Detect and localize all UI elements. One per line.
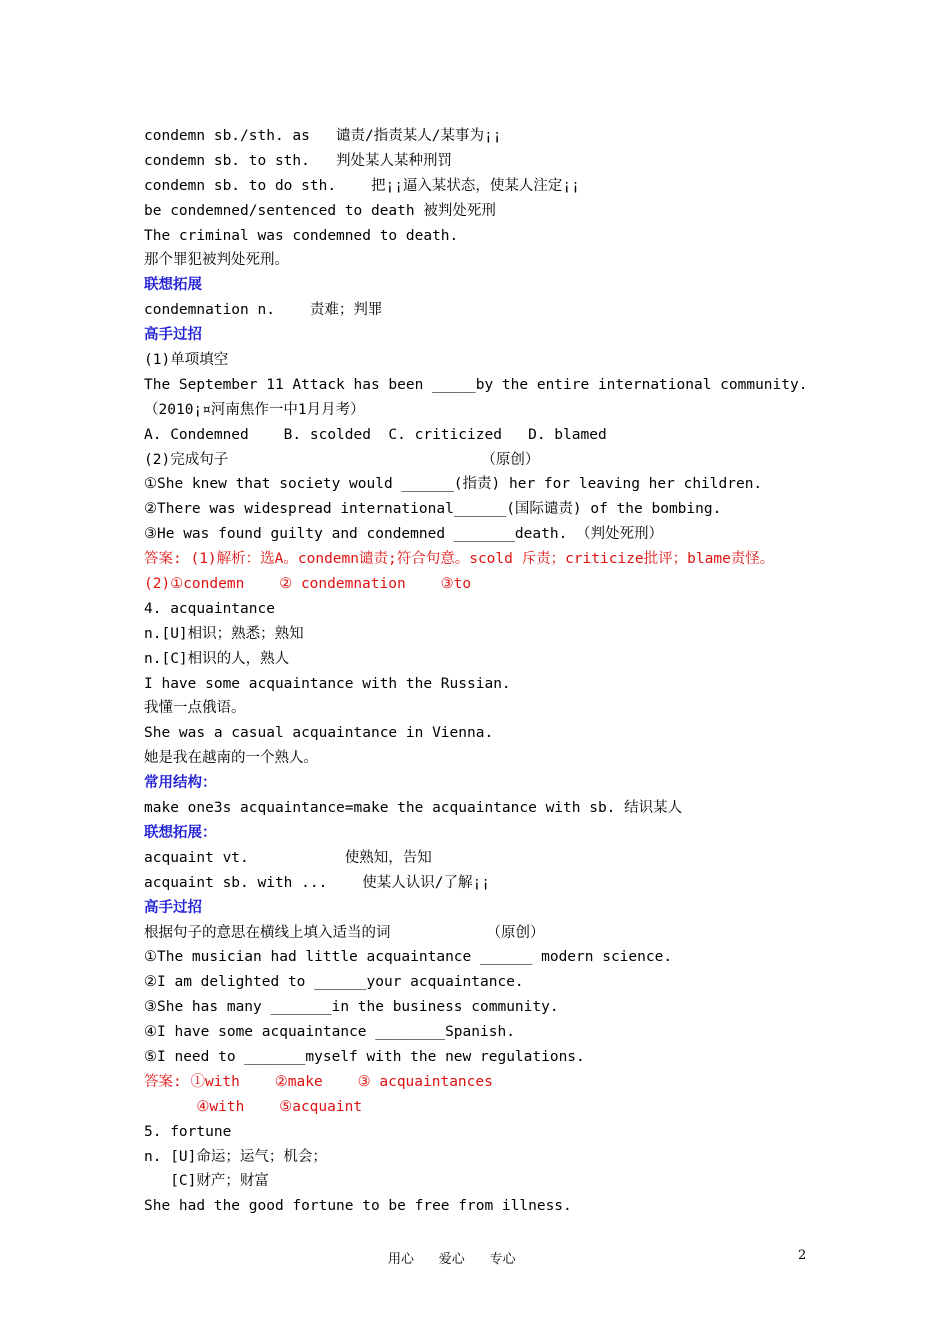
page-number: 2 [798,1248,807,1263]
text-line: condemn sb. to sth. 判处某人某种刑罚 [144,152,453,169]
text-line: The criminal was condemned to death. [144,227,459,244]
text-line: ①She knew that society would ______(指责) her for leaving her children. [144,476,763,493]
text-line: (2)完成句子 （原创） [144,451,540,468]
text-line: ③He was found guilty and condemned _______death. （判处死刑） [144,526,664,543]
text-line: ⑤I need to _______myself with the new regulations. [144,1048,585,1065]
answer-line: (2)①condemn ② condemnation ③to [144,576,472,593]
text-line: ①The musician had little acquaintance ______ modern science. [144,949,673,966]
text-line: 她是我在越南的一个熟人。 [144,750,318,767]
text-line: 5. fortune [144,1123,232,1140]
section-heading: 常用结构： [144,775,217,792]
text-line: condemn sb. to do sth. 把¡¡逼入某状态，使某人注定¡¡ [144,177,580,194]
text-line: n.[C]相识的人，熟人 [144,650,290,667]
text-line: 4. acquaintance [144,600,275,617]
answer-line: ④with ⑤acquaint [144,1098,363,1115]
text-line: n. [U]命运；运气；机会； [144,1148,327,1165]
section-heading: 联想拓展： [144,824,217,841]
text-line: ②There was widespread international______(国际谴责) of the bombing. [144,501,722,518]
text-line: ④I have some acquaintance ________Spanish. [144,1024,515,1041]
text-line: ③She has many _______in the business community. [144,999,559,1016]
text-line: ②I am delighted to ______your acquaintance. [144,974,524,991]
text-line: 我懂一点俄语。 [144,700,246,717]
answer-line: 答案: (1)解析：选A。condemn谴责;符合句意。scold 斥责；criticize批评；blame责怪。 [144,551,775,568]
text-line: 那个罪犯被判处死刑。 [144,252,289,269]
text-line: acquaint vt. 使熟知，告知 [144,849,432,866]
text-line: make one3s acquaintance=make the acquaintance with sb. 结识某人 [144,800,683,817]
text-line: condemn sb./sth. as 谴责/指责某人/某事为¡¡ [144,128,502,144]
text-line: The September 11 Attack has been _____by the entire international community. [144,376,808,393]
answer-line: 答案: ①with ②make ③ acquaintances [144,1073,493,1090]
text-line: 根据句子的意思在横线上填入适当的词 （原创） [144,924,545,941]
document-body [144,124,824,1219]
section-heading: 高手过招 [144,899,202,916]
text-line: [C]财产；财富 [144,1173,269,1190]
text-line: I have some acquaintance with the Russian. [144,675,511,692]
text-line: A. Condemned B. scolded C. criticized D. blamed [144,426,607,443]
text-line: She had the good fortune to be free from illness. [144,1198,572,1215]
text-line: (1)单项填空 [144,352,229,369]
text-line: n.[U]相识；熟悉；熟知 [144,625,304,642]
page-footer [0,1248,950,1268]
footer-motto: 用心 爱心 专心 [388,1252,516,1267]
text-line: be condemned/sentenced to death 被判处死刑 [144,202,496,219]
text-line: （2010¡¤河南焦作一中1月月考） [144,401,365,418]
text-line: acquaint sb. with ... 使某人认识/了解¡¡ [144,874,490,891]
section-heading: 联想拓展 [144,277,202,294]
section-heading: 高手过招 [144,327,202,344]
text-line: She was a casual acquaintance in Vienna. [144,725,494,742]
text-line: condemnation n. 责难；判罪 [144,302,383,319]
